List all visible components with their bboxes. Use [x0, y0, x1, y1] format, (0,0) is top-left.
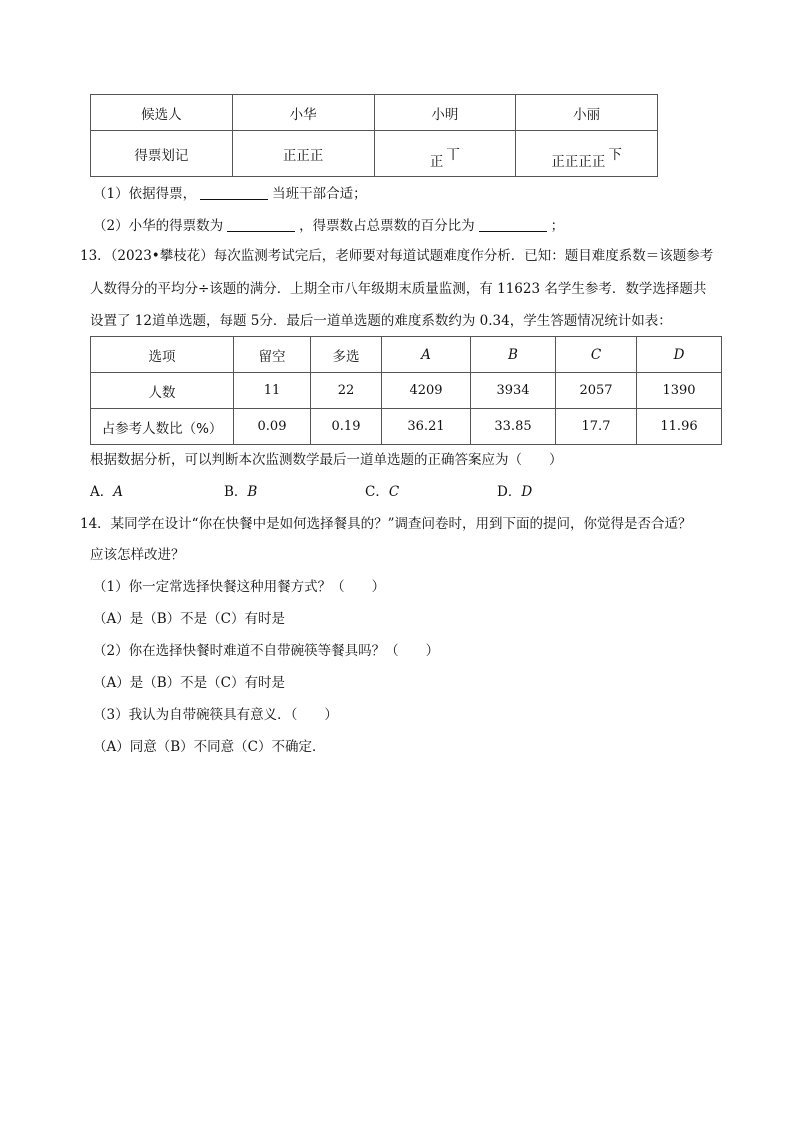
option-b[interactable]: B．B	[224, 484, 258, 500]
tally-xiaoming: 正 丅	[374, 131, 516, 177]
vote-tally-table	[90, 94, 658, 177]
cell: 0.19	[311, 409, 382, 445]
option-a[interactable]: A．A	[90, 484, 123, 500]
answer-blank[interactable]	[479, 216, 547, 232]
q14-stem-line2: 应该怎样改进？	[90, 547, 185, 563]
option-c[interactable]: C．C	[365, 484, 400, 500]
header-d: D	[637, 337, 722, 373]
answer-blank[interactable]	[227, 216, 295, 232]
q12-part1: （1）依据得票， 当班干部合适；	[93, 186, 367, 202]
row-label-tally: 得票划记	[91, 131, 233, 177]
q14-part1: （1）你一定常选择快餐这种用餐方式？（ ）	[93, 579, 386, 595]
q14-part2: （2）你在选择快餐时难道不自带碗筷等餐具吗？（ ）	[93, 643, 440, 659]
row-label-percent: 占参考人数比（%）	[91, 409, 234, 445]
cell: 36.21	[382, 409, 471, 445]
q14-stem-line1: 14．某同学在设计“你在快餐中是如何选择餐具的？”调查问卷时，用到下面的提问，你觉得是否合适？	[80, 516, 692, 532]
header-xiaoming: 小明	[374, 95, 516, 131]
tally-xiaohua: 正正正	[232, 131, 374, 177]
q13-stem-line2: 人数得分的平均分÷该题的满分．上期全市八年级期末质量监测，有 11623 名学生参考．数学选择题共	[90, 281, 707, 297]
option-d[interactable]: D．D	[497, 484, 533, 500]
cell: 11	[234, 373, 311, 409]
cell: 11.96	[637, 409, 722, 445]
cell: 4209	[382, 373, 471, 409]
tally-xiaoli: 正正正正 下	[516, 131, 658, 177]
header-xiaoli: 小丽	[516, 95, 658, 131]
answer-stats-table	[90, 336, 722, 445]
header-c: C	[556, 337, 637, 373]
q14-part1-options: （A）是（B）不是（C）有时是	[93, 611, 285, 627]
q12-part2: （2）小华的得票数为 ，得票数占总票数的百分比为 ；	[93, 218, 565, 234]
q13-stem-line1: 13．（2023•攀枝花）每次监测考试完后，老师要对每道试题难度作分析．已知：题目难度系数＝该题参考	[80, 248, 714, 264]
answer-blank[interactable]	[200, 184, 268, 200]
row-label-count: 人数	[91, 373, 234, 409]
q14-part3: （3）我认为自带碗筷具有意义．（ ）	[93, 707, 338, 723]
q14-part3-options: （A）同意（B）不同意（C）不确定．	[93, 739, 326, 755]
q13-question: 根据数据分析，可以判断本次监测数学最后一道单选题的正确答案应为（ ）	[90, 452, 563, 468]
header-xiaohua: 小华	[232, 95, 374, 131]
cell: 33.85	[471, 409, 556, 445]
cell: 22	[311, 373, 382, 409]
q14-part2-options: （A）是（B）不是（C）有时是	[93, 675, 285, 691]
cell: 3934	[471, 373, 556, 409]
cell: 1390	[637, 373, 722, 409]
header-multi: 多选	[311, 337, 382, 373]
cell: 2057	[556, 373, 637, 409]
header-a: A	[382, 337, 471, 373]
header-option: 选项	[91, 337, 234, 373]
header-candidate: 候选人	[91, 95, 233, 131]
cell: 17.7	[556, 409, 637, 445]
header-b: B	[471, 337, 556, 373]
cell: 0.09	[234, 409, 311, 445]
header-blank: 留空	[234, 337, 311, 373]
q13-stem-line3: 设置了 12道单选题，每题 5分．最后一道单选题的难度系数约为 0.34，学生答题情况统计如表：	[90, 313, 672, 329]
